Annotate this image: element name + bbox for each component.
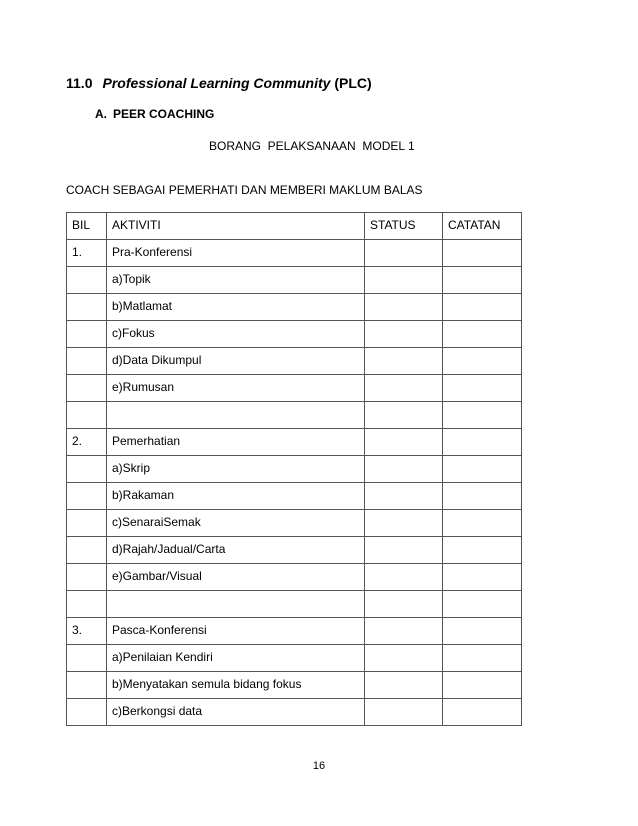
cell-aktiviti: e)Gambar/Visual <box>107 564 365 591</box>
cell-catatan <box>443 537 522 564</box>
section-heading <box>66 75 372 91</box>
cell-status <box>365 321 443 348</box>
cell-aktiviti <box>107 402 365 429</box>
cell-catatan <box>443 429 522 456</box>
table-row <box>67 267 522 294</box>
cell-aktiviti: b)Menyatakan semula bidang fokus <box>107 672 365 699</box>
cell-bil <box>67 591 107 618</box>
page-number: 16 <box>312 760 326 772</box>
header-bil: BIL <box>67 213 107 240</box>
cell-catatan <box>443 456 522 483</box>
cell-status <box>365 564 443 591</box>
table-row <box>67 429 522 456</box>
section-title-italic: Professional Learning Community <box>102 75 331 91</box>
cell-status <box>365 375 443 402</box>
cell-bil <box>67 402 107 429</box>
cell-aktiviti: d)Data Dikumpul <box>107 348 365 375</box>
table-row <box>67 348 522 375</box>
cell-bil <box>67 267 107 294</box>
table-row <box>67 456 522 483</box>
cell-status <box>365 537 443 564</box>
table-row <box>67 402 522 429</box>
cell-bil <box>67 456 107 483</box>
cell-status <box>365 645 443 672</box>
cell-catatan <box>443 402 522 429</box>
cell-catatan <box>443 321 522 348</box>
cell-aktiviti: e)Rumusan <box>107 375 365 402</box>
section-title-suffix: (PLC) <box>334 75 372 91</box>
cell-bil <box>67 672 107 699</box>
cell-aktiviti: a)Topik <box>107 267 365 294</box>
cell-status <box>365 402 443 429</box>
activity-table <box>66 212 522 726</box>
cell-catatan <box>443 267 522 294</box>
subsection-heading <box>95 107 214 121</box>
table-row <box>67 645 522 672</box>
cell-status <box>365 672 443 699</box>
table-row <box>67 618 522 645</box>
cell-catatan <box>443 510 522 537</box>
table-row <box>67 510 522 537</box>
cell-aktiviti: c)Berkongsi data <box>107 699 365 726</box>
cell-aktiviti: Pemerhatian <box>107 429 365 456</box>
cell-bil: 1. <box>67 240 107 267</box>
cell-aktiviti: Pra-Konferensi <box>107 240 365 267</box>
cell-status <box>365 483 443 510</box>
cell-status <box>365 240 443 267</box>
cell-bil <box>67 294 107 321</box>
table-row <box>67 294 522 321</box>
cell-aktiviti: c)SenaraiSemak <box>107 510 365 537</box>
cell-status <box>365 591 443 618</box>
table-row <box>67 672 522 699</box>
cell-catatan <box>443 699 522 726</box>
table-row <box>67 321 522 348</box>
cell-bil <box>67 321 107 348</box>
cell-bil <box>67 699 107 726</box>
cell-status <box>365 267 443 294</box>
cell-status <box>365 699 443 726</box>
cell-status <box>365 348 443 375</box>
subsection-letter: A. <box>95 107 107 121</box>
cell-status <box>365 456 443 483</box>
table-row <box>67 375 522 402</box>
header-aktiviti: AKTIVITI <box>107 213 365 240</box>
table-row <box>67 699 522 726</box>
cell-aktiviti: b)Matlamat <box>107 294 365 321</box>
cell-bil <box>67 645 107 672</box>
cell-bil: 2. <box>67 429 107 456</box>
cell-catatan <box>443 591 522 618</box>
cell-aktiviti: a)Skrip <box>107 456 365 483</box>
cell-catatan <box>443 645 522 672</box>
intro-line: COACH SEBAGAI PEMERHATI DAN MEMBERI MAKLUM BALAS <box>66 183 423 197</box>
table-header-row <box>67 213 522 240</box>
cell-status <box>365 618 443 645</box>
cell-catatan <box>443 483 522 510</box>
table-row <box>67 240 522 267</box>
cell-aktiviti: Pasca-Konferensi <box>107 618 365 645</box>
form-title: BORANG PELAKSANAAN MODEL 1 <box>209 139 415 153</box>
cell-status <box>365 429 443 456</box>
cell-bil <box>67 537 107 564</box>
cell-bil <box>67 375 107 402</box>
subsection-title: PEER COACHING <box>113 107 215 121</box>
section-number: 11.0 <box>66 75 93 91</box>
cell-catatan <box>443 672 522 699</box>
cell-catatan <box>443 294 522 321</box>
cell-bil <box>67 564 107 591</box>
cell-catatan <box>443 375 522 402</box>
cell-bil <box>67 510 107 537</box>
cell-status <box>365 510 443 537</box>
table-row <box>67 564 522 591</box>
table-row <box>67 537 522 564</box>
table-body <box>67 240 522 726</box>
cell-aktiviti: b)Rakaman <box>107 483 365 510</box>
cell-aktiviti <box>107 591 365 618</box>
header-catatan: CATATAN <box>443 213 522 240</box>
cell-aktiviti: d)Rajah/Jadual/Carta <box>107 537 365 564</box>
cell-bil <box>67 483 107 510</box>
cell-catatan <box>443 618 522 645</box>
cell-catatan <box>443 240 522 267</box>
cell-aktiviti: c)Fokus <box>107 321 365 348</box>
table-row <box>67 591 522 618</box>
header-status: STATUS <box>365 213 443 240</box>
table-row <box>67 483 522 510</box>
cell-catatan <box>443 348 522 375</box>
cell-bil <box>67 348 107 375</box>
cell-aktiviti: a)Penilaian Kendiri <box>107 645 365 672</box>
cell-catatan <box>443 564 522 591</box>
cell-bil: 3. <box>67 618 107 645</box>
cell-status <box>365 294 443 321</box>
